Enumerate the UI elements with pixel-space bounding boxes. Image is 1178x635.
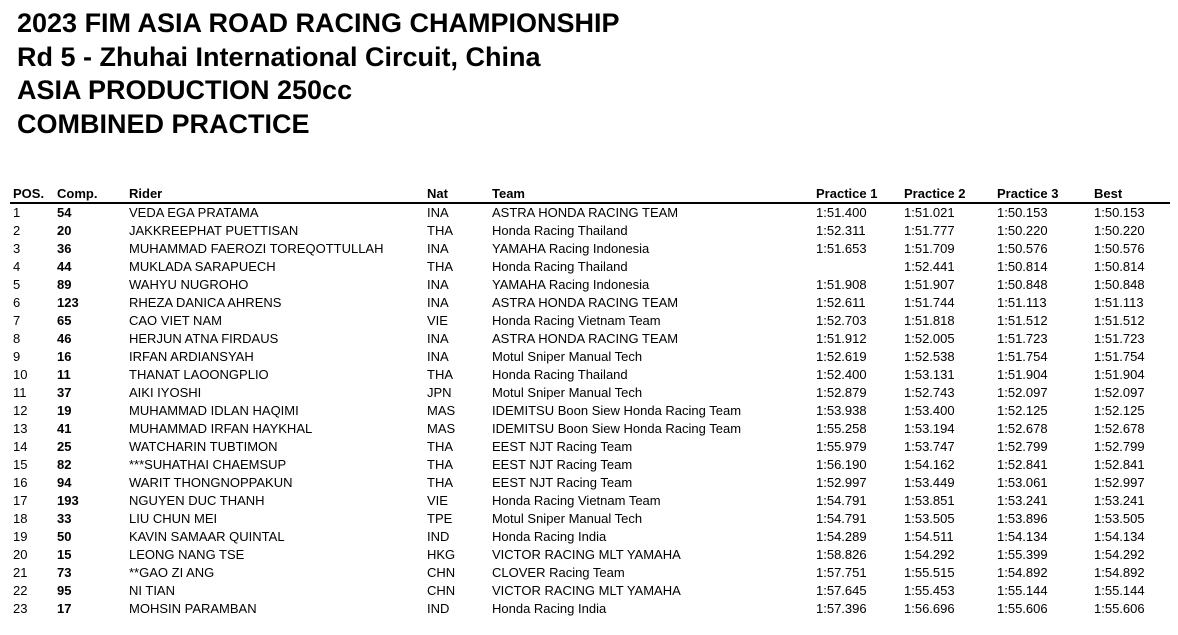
practice-3-cell: 1:53.241 <box>997 493 1048 508</box>
comp-cell: 123 <box>57 295 79 310</box>
practice-3-cell: 1:53.896 <box>997 511 1048 526</box>
col-comp: Comp. <box>54 184 126 203</box>
pos-cell: 4 <box>13 259 21 274</box>
best-cell: 1:50.848 <box>1094 277 1145 292</box>
comp-cell: 19 <box>57 403 72 418</box>
pos-cell: 5 <box>13 277 21 292</box>
comp-cell: 65 <box>57 313 72 328</box>
nat-cell: INA <box>427 277 449 292</box>
rider-cell: NGUYEN DUC THANH <box>129 493 265 508</box>
nat-cell: MAS <box>427 403 456 418</box>
col-pos: POS. <box>10 184 54 203</box>
practice-1-cell: 1:54.791 <box>816 493 867 508</box>
pos-cell: 14 <box>13 439 28 454</box>
comp-cell: 36 <box>57 241 72 256</box>
best-cell: 1:51.512 <box>1094 313 1145 328</box>
best-cell: 1:50.153 <box>1094 205 1145 220</box>
practice-3-cell: 1:50.814 <box>997 259 1048 274</box>
team-cell: CLOVER Racing Team <box>492 565 625 580</box>
practice-3-cell: 1:51.723 <box>997 331 1048 346</box>
col-practice-3: Practice 3 <box>994 184 1091 203</box>
rider-cell: KAVIN SAMAAR QUINTAL <box>129 529 285 544</box>
rider-cell: MUHAMMAD FAEROZI TOREQOTTULLAH <box>129 241 384 256</box>
best-cell: 1:52.125 <box>1094 403 1145 418</box>
best-cell: 1:52.678 <box>1094 421 1145 436</box>
team-cell: Honda Racing Vietnam Team <box>492 493 661 508</box>
comp-cell: 17 <box>57 601 72 616</box>
table-row <box>10 492 1170 510</box>
table-row <box>10 240 1170 258</box>
comp-cell: 16 <box>57 349 72 364</box>
best-cell: 1:51.113 <box>1094 295 1144 310</box>
practice-2-cell: 1:53.194 <box>904 421 955 436</box>
nat-cell: JPN <box>427 385 452 400</box>
practice-2-cell: 1:52.538 <box>904 349 955 364</box>
document-title <box>17 7 620 141</box>
class-title: ASIA PRODUCTION 250cc <box>17 75 353 105</box>
team-cell: EEST NJT Racing Team <box>492 457 633 472</box>
practice-3-cell: 1:52.799 <box>997 439 1048 454</box>
practice-3-cell: 1:55.144 <box>997 583 1048 598</box>
results-table <box>10 184 1170 618</box>
comp-cell: 94 <box>57 475 72 490</box>
pos-cell: 18 <box>13 511 28 526</box>
rider-cell: WAHYU NUGROHO <box>129 277 249 292</box>
comp-cell: 37 <box>57 385 72 400</box>
header-row <box>10 184 1170 203</box>
table-row <box>10 384 1170 402</box>
nat-cell: INA <box>427 295 449 310</box>
table-row <box>10 582 1170 600</box>
practice-3-cell: 1:52.841 <box>997 457 1048 472</box>
rider-cell: CAO VIET NAM <box>129 313 222 328</box>
col-best: Best <box>1091 184 1170 203</box>
pos-cell: 22 <box>13 583 28 598</box>
team-cell: ASTRA HONDA RACING TEAM <box>492 331 679 346</box>
session-title: COMBINED PRACTICE <box>17 108 310 139</box>
practice-2-cell: 1:53.851 <box>904 493 955 508</box>
team-cell: Motul Sniper Manual Tech <box>492 385 643 400</box>
table-row <box>10 546 1170 564</box>
pos-cell: 15 <box>13 457 28 472</box>
practice-3-cell: 1:50.153 <box>997 205 1048 220</box>
rider-cell: WATCHARIN TUBTIMON <box>129 439 278 454</box>
practice-3-cell: 1:52.097 <box>997 385 1048 400</box>
rider-cell: MUKLADA SARAPUECH <box>129 259 276 274</box>
comp-cell: 25 <box>57 439 72 454</box>
practice-2-cell: 1:54.162 <box>904 457 955 472</box>
nat-cell: IND <box>427 601 450 616</box>
practice-2-cell: 1:52.441 <box>904 259 955 274</box>
nat-cell: HKG <box>427 547 456 562</box>
practice-2-cell: 1:53.747 <box>904 439 955 454</box>
nat-cell: VIE <box>427 313 448 328</box>
pos-cell: 1 <box>13 205 21 220</box>
table-row <box>10 312 1170 330</box>
comp-cell: 41 <box>57 421 72 436</box>
nat-cell: THA <box>427 367 453 382</box>
best-cell: 1:55.606 <box>1094 601 1145 616</box>
best-cell: 1:53.505 <box>1094 511 1145 526</box>
pos-cell: 2 <box>13 223 21 238</box>
pos-cell: 21 <box>13 565 28 580</box>
practice-3-cell: 1:53.061 <box>997 475 1048 490</box>
rider-cell: MOHSIN PARAMBAN <box>129 601 257 616</box>
team-cell: IDEMITSU Boon Siew Honda Racing Team <box>492 403 742 418</box>
results-body <box>10 203 1170 618</box>
col-practice-2: Practice 2 <box>901 184 994 203</box>
table-row <box>10 330 1170 348</box>
practice-1-cell: 1:51.400 <box>816 205 867 220</box>
practice-1-cell: 1:57.751 <box>816 565 867 580</box>
team-cell: Honda Racing India <box>492 601 607 616</box>
practice-1-cell: 1:55.258 <box>816 421 867 436</box>
rider-cell: MUHAMMAD IRFAN HAYKHAL <box>129 421 313 436</box>
pos-cell: 11 <box>13 385 27 400</box>
rider-cell: JAKKREEPHAT PUETTISAN <box>129 223 299 238</box>
team-cell: Honda Racing Thailand <box>492 367 628 382</box>
best-cell: 1:54.292 <box>1094 547 1145 562</box>
nat-cell: TPE <box>427 511 453 526</box>
team-cell: Honda Racing Thailand <box>492 223 628 238</box>
table-row <box>10 600 1170 618</box>
best-cell: 1:51.904 <box>1094 367 1145 382</box>
nat-cell: THA <box>427 439 453 454</box>
practice-2-cell: 1:51.744 <box>904 295 955 310</box>
team-cell: Motul Sniper Manual Tech <box>492 511 643 526</box>
rider-cell: ***SUHATHAI CHAEMSUP <box>129 457 287 472</box>
nat-cell: IND <box>427 529 450 544</box>
rider-cell: AIKI IYOSHI <box>129 385 202 400</box>
nat-cell: CHN <box>427 583 456 598</box>
rider-cell: RHEZA DANICA AHRENS <box>129 295 282 310</box>
comp-cell: 11 <box>57 367 71 382</box>
team-cell: Honda Racing Thailand <box>492 259 628 274</box>
practice-3-cell: 1:52.125 <box>997 403 1048 418</box>
team-cell: VICTOR RACING MLT YAMAHA <box>492 583 681 598</box>
practice-3-cell: 1:51.113 <box>997 295 1047 310</box>
table-row <box>10 348 1170 366</box>
comp-cell: 89 <box>57 277 72 292</box>
team-cell: YAMAHA Racing Indonesia <box>492 277 650 292</box>
rider-cell: LIU CHUN MEI <box>129 511 218 526</box>
practice-2-cell: 1:52.743 <box>904 385 955 400</box>
best-cell: 1:51.723 <box>1094 331 1145 346</box>
pos-cell: 17 <box>13 493 28 508</box>
rider-cell: LEONG NANG TSE <box>129 547 245 562</box>
team-cell: ASTRA HONDA RACING TEAM <box>492 205 679 220</box>
col-team: Team <box>489 184 813 203</box>
pos-cell: 3 <box>13 241 21 256</box>
practice-2-cell: 1:53.505 <box>904 511 955 526</box>
championship-title: 2023 FIM ASIA ROAD RACING CHAMPIONSHIP <box>17 8 620 38</box>
team-cell: Motul Sniper Manual Tech <box>492 349 643 364</box>
best-cell: 1:54.892 <box>1094 565 1145 580</box>
practice-2-cell: 1:52.005 <box>904 331 955 346</box>
practice-3-cell: 1:50.220 <box>997 223 1048 238</box>
practice-2-cell: 1:54.511 <box>904 529 954 544</box>
table-row <box>10 420 1170 438</box>
practice-2-cell: 1:54.292 <box>904 547 955 562</box>
practice-1-cell <box>813 258 901 276</box>
round-title: Rd 5 - Zhuhai International Circuit, China <box>17 41 541 72</box>
team-cell: IDEMITSU Boon Siew Honda Racing Team <box>492 421 742 436</box>
nat-cell: THA <box>427 259 453 274</box>
practice-1-cell: 1:53.938 <box>816 403 867 418</box>
practice-2-cell: 1:51.021 <box>904 205 955 220</box>
comp-cell: 193 <box>57 493 79 508</box>
pos-cell: 12 <box>13 403 28 418</box>
comp-cell: 33 <box>57 511 72 526</box>
rider-cell: HERJUN ATNA FIRDAUS <box>129 331 279 346</box>
practice-1-cell: 1:52.400 <box>816 367 867 382</box>
comp-cell: 20 <box>57 223 72 238</box>
practice-1-cell: 1:54.791 <box>816 511 867 526</box>
pos-cell: 10 <box>13 367 28 382</box>
rider-cell: **GAO ZI ANG <box>129 565 215 580</box>
best-cell: 1:50.814 <box>1094 259 1145 274</box>
team-cell: Honda Racing Vietnam Team <box>492 313 661 328</box>
practice-1-cell: 1:52.997 <box>816 475 867 490</box>
practice-2-cell: 1:51.907 <box>904 277 955 292</box>
best-cell: 1:52.799 <box>1094 439 1145 454</box>
practice-2-cell: 1:55.453 <box>904 583 955 598</box>
comp-cell: 50 <box>57 529 72 544</box>
practice-1-cell: 1:52.311 <box>816 223 866 238</box>
practice-2-cell: 1:53.449 <box>904 475 955 490</box>
table-row <box>10 564 1170 582</box>
practice-1-cell: 1:51.908 <box>816 277 867 292</box>
col-nat: Nat <box>424 184 489 203</box>
best-cell: 1:52.841 <box>1094 457 1145 472</box>
comp-cell: 54 <box>57 205 72 220</box>
practice-1-cell: 1:54.289 <box>816 529 867 544</box>
team-cell: YAMAHA Racing Indonesia <box>492 241 650 256</box>
practice-1-cell: 1:51.653 <box>816 241 867 256</box>
best-cell: 1:52.097 <box>1094 385 1145 400</box>
practice-3-cell: 1:55.399 <box>997 547 1048 562</box>
table-row <box>10 203 1170 222</box>
practice-1-cell: 1:51.912 <box>816 331 867 346</box>
nat-cell: THA <box>427 475 453 490</box>
practice-3-cell: 1:51.754 <box>997 349 1048 364</box>
table-row <box>10 528 1170 546</box>
practice-2-cell: 1:56.696 <box>904 601 955 616</box>
pos-cell: 6 <box>13 295 21 310</box>
table-row <box>10 258 1170 276</box>
practice-1-cell: 1:52.879 <box>816 385 867 400</box>
best-cell: 1:51.754 <box>1094 349 1145 364</box>
table-row <box>10 222 1170 240</box>
practice-3-cell: 1:54.134 <box>997 529 1048 544</box>
table-row <box>10 276 1170 294</box>
nat-cell: INA <box>427 331 449 346</box>
nat-cell: MAS <box>427 421 456 436</box>
table-row <box>10 438 1170 456</box>
practice-1-cell: 1:57.645 <box>816 583 867 598</box>
practice-2-cell: 1:55.515 <box>904 565 955 580</box>
comp-cell: 73 <box>57 565 72 580</box>
rider-cell: MUHAMMAD IDLAN HAQIMI <box>129 403 299 418</box>
team-cell: ASTRA HONDA RACING TEAM <box>492 295 679 310</box>
rider-cell: THANAT LAOONGPLIO <box>129 367 269 382</box>
practice-3-cell: 1:52.678 <box>997 421 1048 436</box>
practice-3-cell: 1:51.512 <box>997 313 1048 328</box>
practice-1-cell: 1:52.619 <box>816 349 867 364</box>
practice-1-cell: 1:56.190 <box>816 457 867 472</box>
best-cell: 1:50.220 <box>1094 223 1145 238</box>
pos-cell: 20 <box>13 547 28 562</box>
team-cell: EEST NJT Racing Team <box>492 439 633 454</box>
practice-2-cell: 1:51.818 <box>904 313 955 328</box>
pos-cell: 8 <box>13 331 21 346</box>
rider-cell: NI TIAN <box>129 583 175 598</box>
pos-cell: 23 <box>13 601 28 616</box>
rider-cell: VEDA EGA PRATAMA <box>129 205 259 220</box>
practice-2-cell: 1:51.777 <box>904 223 955 238</box>
rider-cell: WARIT THONGNOPPAKUN <box>129 475 293 490</box>
team-cell: Honda Racing India <box>492 529 607 544</box>
nat-cell: THA <box>427 223 453 238</box>
practice-1-cell: 1:52.611 <box>816 295 866 310</box>
team-cell: EEST NJT Racing Team <box>492 475 633 490</box>
table-row <box>10 294 1170 312</box>
practice-3-cell: 1:50.576 <box>997 241 1048 256</box>
nat-cell: THA <box>427 457 453 472</box>
pos-cell: 16 <box>13 475 28 490</box>
team-cell: VICTOR RACING MLT YAMAHA <box>492 547 681 562</box>
practice-1-cell: 1:52.703 <box>816 313 867 328</box>
rider-cell: IRFAN ARDIANSYAH <box>129 349 254 364</box>
practice-1-cell: 1:57.396 <box>816 601 867 616</box>
table-row <box>10 456 1170 474</box>
table-row <box>10 366 1170 384</box>
practice-2-cell: 1:53.400 <box>904 403 955 418</box>
best-cell: 1:50.576 <box>1094 241 1145 256</box>
pos-cell: 19 <box>13 529 28 544</box>
best-cell: 1:55.144 <box>1094 583 1145 598</box>
practice-1-cell: 1:58.826 <box>816 547 867 562</box>
comp-cell: 46 <box>57 331 72 346</box>
pos-cell: 13 <box>13 421 28 436</box>
practice-2-cell: 1:51.709 <box>904 241 955 256</box>
pos-cell: 9 <box>13 349 21 364</box>
best-cell: 1:54.134 <box>1094 529 1145 544</box>
comp-cell: 95 <box>57 583 72 598</box>
practice-3-cell: 1:51.904 <box>997 367 1048 382</box>
nat-cell: INA <box>427 241 449 256</box>
practice-2-cell: 1:53.131 <box>904 367 955 382</box>
practice-3-cell: 1:50.848 <box>997 277 1048 292</box>
nat-cell: VIE <box>427 493 448 508</box>
table-row <box>10 474 1170 492</box>
table-row <box>10 402 1170 420</box>
best-cell: 1:53.241 <box>1094 493 1145 508</box>
nat-cell: INA <box>427 205 449 220</box>
col-rider: Rider <box>126 184 424 203</box>
nat-cell: INA <box>427 349 449 364</box>
pos-cell: 7 <box>13 313 21 328</box>
table-row <box>10 510 1170 528</box>
comp-cell: 15 <box>57 547 72 562</box>
practice-1-cell: 1:55.979 <box>816 439 867 454</box>
practice-3-cell: 1:54.892 <box>997 565 1048 580</box>
nat-cell: CHN <box>427 565 456 580</box>
comp-cell: 44 <box>57 259 72 274</box>
practice-3-cell: 1:55.606 <box>997 601 1048 616</box>
col-practice-1: Practice 1 <box>813 184 901 203</box>
comp-cell: 82 <box>57 457 72 472</box>
best-cell: 1:52.997 <box>1094 475 1145 490</box>
